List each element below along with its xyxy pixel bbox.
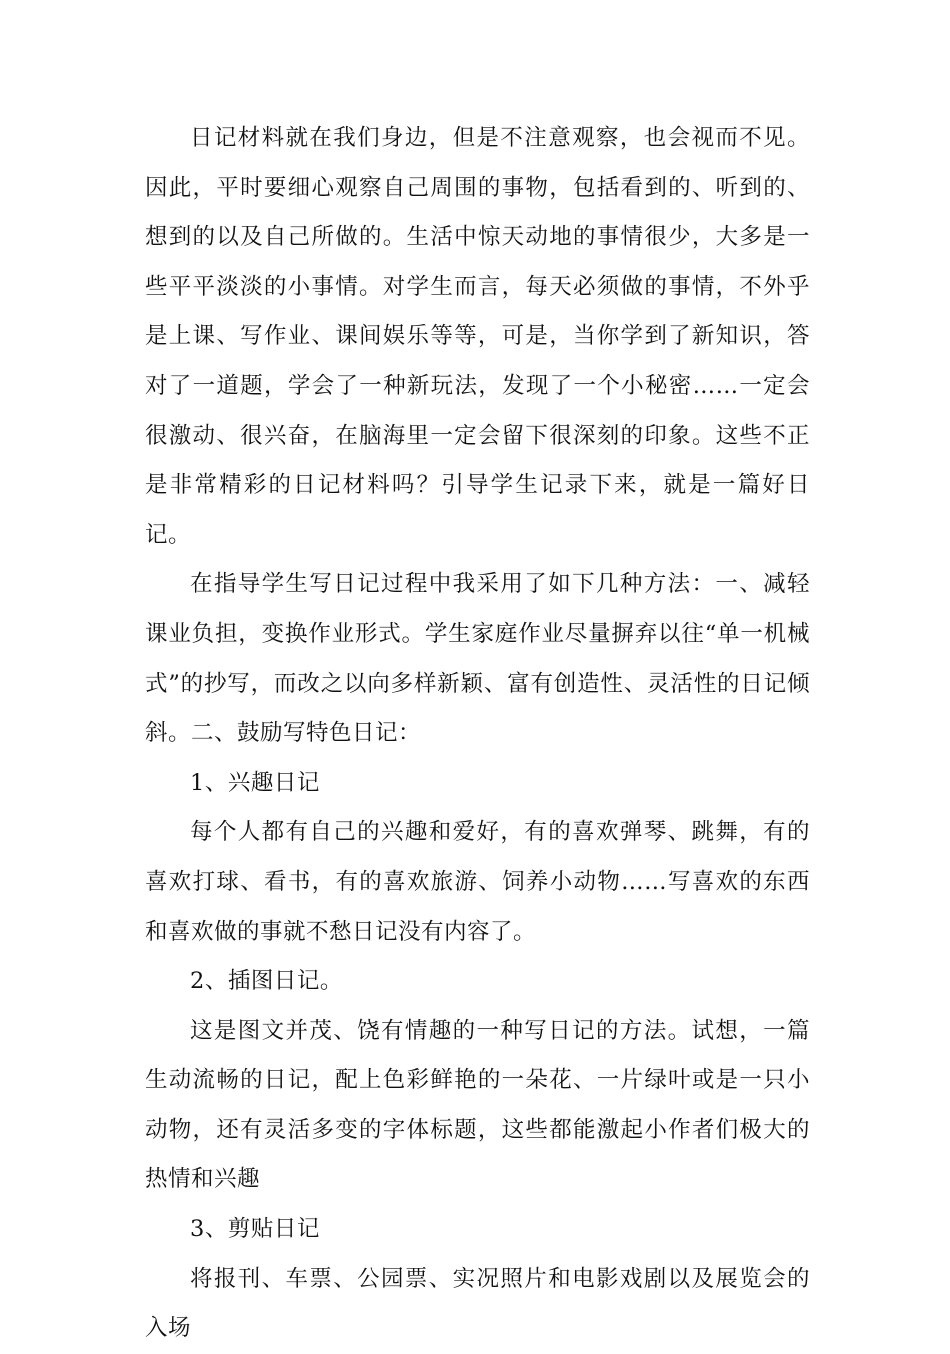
- paragraph-interest-diary: 每个人都有自己的兴趣和爱好，有的喜欢弹琴、跳舞，有的喜欢打球、看书，有的喜欢旅游、饲养小动物……写喜欢的东西和喜欢做的事就不愁日记没有内容了。: [145, 819, 810, 945]
- heading-interest-diary: 1、兴趣日记: [190, 769, 320, 796]
- paragraph-illustrated-diary: 这是图文并茂、饶有情趣的一种写日记的方法。试想，一篇生动流畅的日记，配上色彩鲜艳的一朵花、一片绿叶或是一只小动物，还有灵活多变的字体标题，这些都能激起小作者们极大的热情和兴趣: [145, 1017, 810, 1193]
- paragraph-guidance-methods: 在指导学生写日记过程中我采用了如下几种方法：一、减轻课业负担，变换作业形式。学生家庭作业尽量摒弃以往“单一机械式”的抄写，而改之以向多样新颖、富有创造性、灵活性的日记倾斜。二、鼓励写特色日记：: [145, 571, 810, 747]
- paragraph-diary-material: 日记材料就在我们身边，但是不注意观察，也会视而不见。因此，平时要细心观察自己周围的事物，包括看到的、听到的、想到的以及自己所做的。生活中惊天动地的事情很少，大多是一些平平淡淡的小事情。对学生而言，每天必须做的事情，不外乎是上课、写作业、课间娱乐等等，可是，当你学到了新知识，答对了一道题，学会了一种新玩法，发现了一个小秘密……一定会很激动、很兴奋，在脑海里一定会留下很深刻的印象。这些不正是非常精彩的日记材料吗？引导学生记录下来，就是一篇好日记。: [145, 125, 810, 548]
- heading-clipping-diary: 3、剪贴日记: [190, 1216, 320, 1243]
- document-body: [145, 114, 810, 1354]
- heading-illustrated-diary: 2、插图日记。: [190, 968, 343, 995]
- paragraph-clipping-diary: 将报刊、车票、公园票、实况照片和电影戏剧以及展览会的入场: [145, 1265, 810, 1342]
